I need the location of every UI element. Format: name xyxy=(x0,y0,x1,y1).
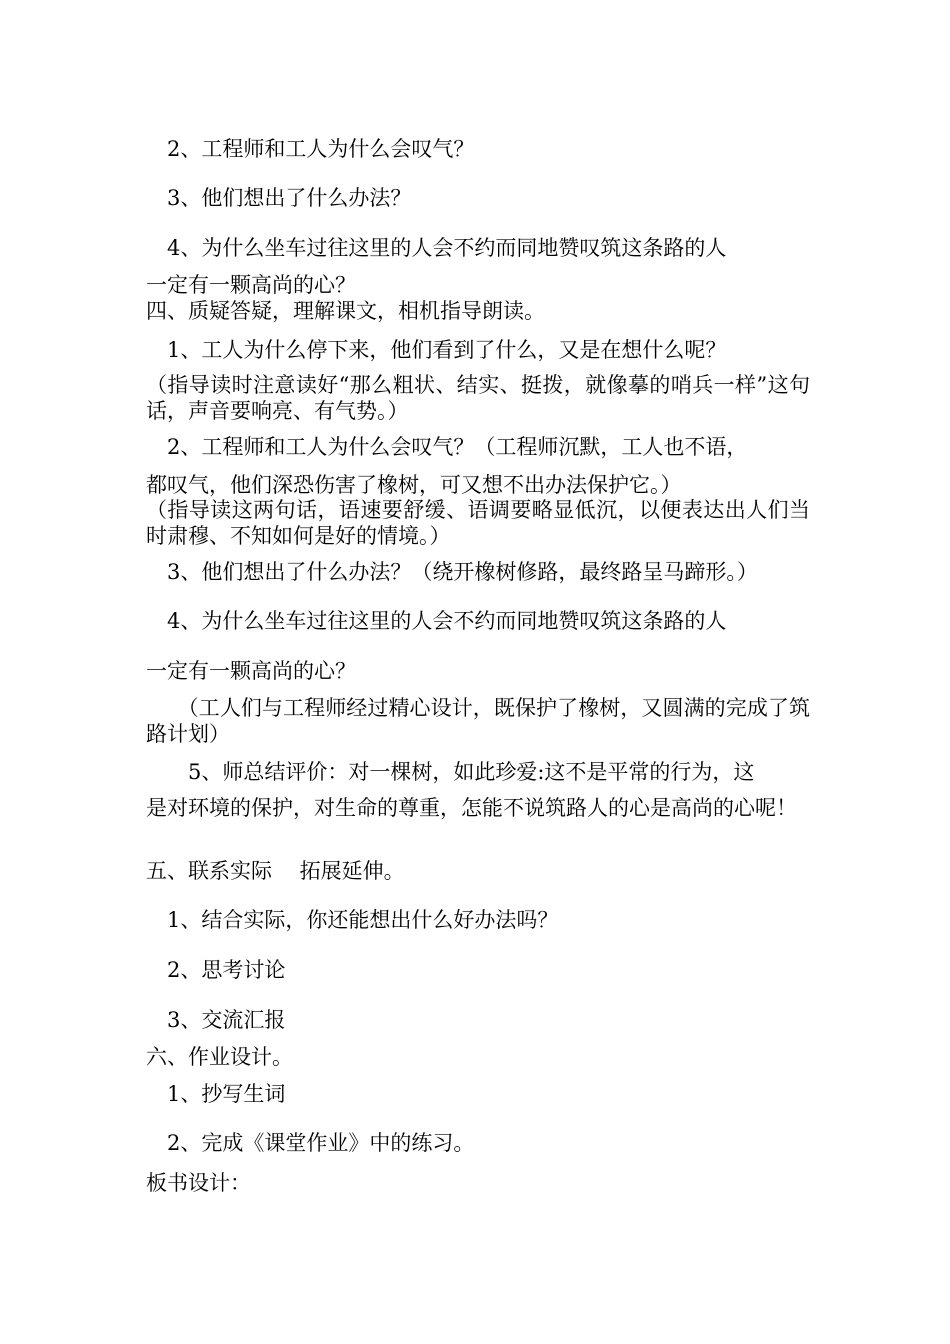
item-3: 3、他们想出了什么办法？（绕开橡树修路，最终路呈马蹄形。） xyxy=(146,560,758,584)
section-5-item-1: 1、结合实际，你还能想出什么好办法吗？ xyxy=(146,908,559,932)
question-4-line-1: 4、为什么坐车过往这里的人会不约而同地赞叹筑这条路的人 xyxy=(146,236,727,260)
section-5-item-2: 2、思考讨论 xyxy=(146,958,286,982)
question-3: 3、他们想出了什么办法？ xyxy=(146,186,412,210)
question-4-line-2: 一定有一颗高尚的心？ xyxy=(146,273,356,297)
section-5-item-3: 3、交流汇报 xyxy=(146,1008,286,1032)
reading-guide-1: （指导读时注意读好“那么粗状、结实、挺拨，就像摹的哨兵一样”这句话，声音要响亮、有气势。） xyxy=(146,373,810,423)
question-2: 2、工程师和工人为什么会叹气？ xyxy=(146,137,475,161)
section-4-heading: 四、质疑答疑，理解课文，相机指导朗读。 xyxy=(146,299,545,323)
section-6-item-1: 1、抄写生词 xyxy=(146,1082,286,1106)
item-5-line-2: 是对环境的保护，对生命的尊重，怎能不说筑路人的心是高尚的心呢！ xyxy=(146,796,797,820)
item-2-line-2: 都叹气，他们深恐伤害了橡树，可又想不出办法保护它。） xyxy=(146,473,682,497)
board-design-heading: 板书设计： xyxy=(146,1171,251,1195)
section-6-heading: 六、作业设计。 xyxy=(146,1045,293,1069)
section-5-heading: 五、联系实际 拓展延伸。 xyxy=(146,859,405,883)
reading-guide-2: （指导读这两句话，语速要舒缓、语调要略显低沉，以便表达出人们当时肃穆、不知如何是好的情境。） xyxy=(146,498,810,548)
item-4-line-2: 一定有一颗高尚的心？ xyxy=(146,659,356,683)
section-6-item-2: 2、完成《课堂作业》中的练习。 xyxy=(146,1131,475,1155)
item-5-line-1: 5、师总结评价：对一棵树，如此珍爱:这不是平常的行为，这 xyxy=(146,760,755,784)
item-2-line-1: 2、工程师和工人为什么会叹气？（工程师沉默，工人也不语， xyxy=(146,435,748,459)
item-1: 1、工人为什么停下来，他们看到了什么，又是在想什么呢？ xyxy=(146,338,727,362)
item-4-answer: （工人们与工程师经过精心设计，既保护了橡树，又圆满的完成了筑路计划） xyxy=(146,696,810,746)
item-4-line-1: 4、为什么坐车过往这里的人会不约而同地赞叹筑这条路的人 xyxy=(146,609,727,633)
